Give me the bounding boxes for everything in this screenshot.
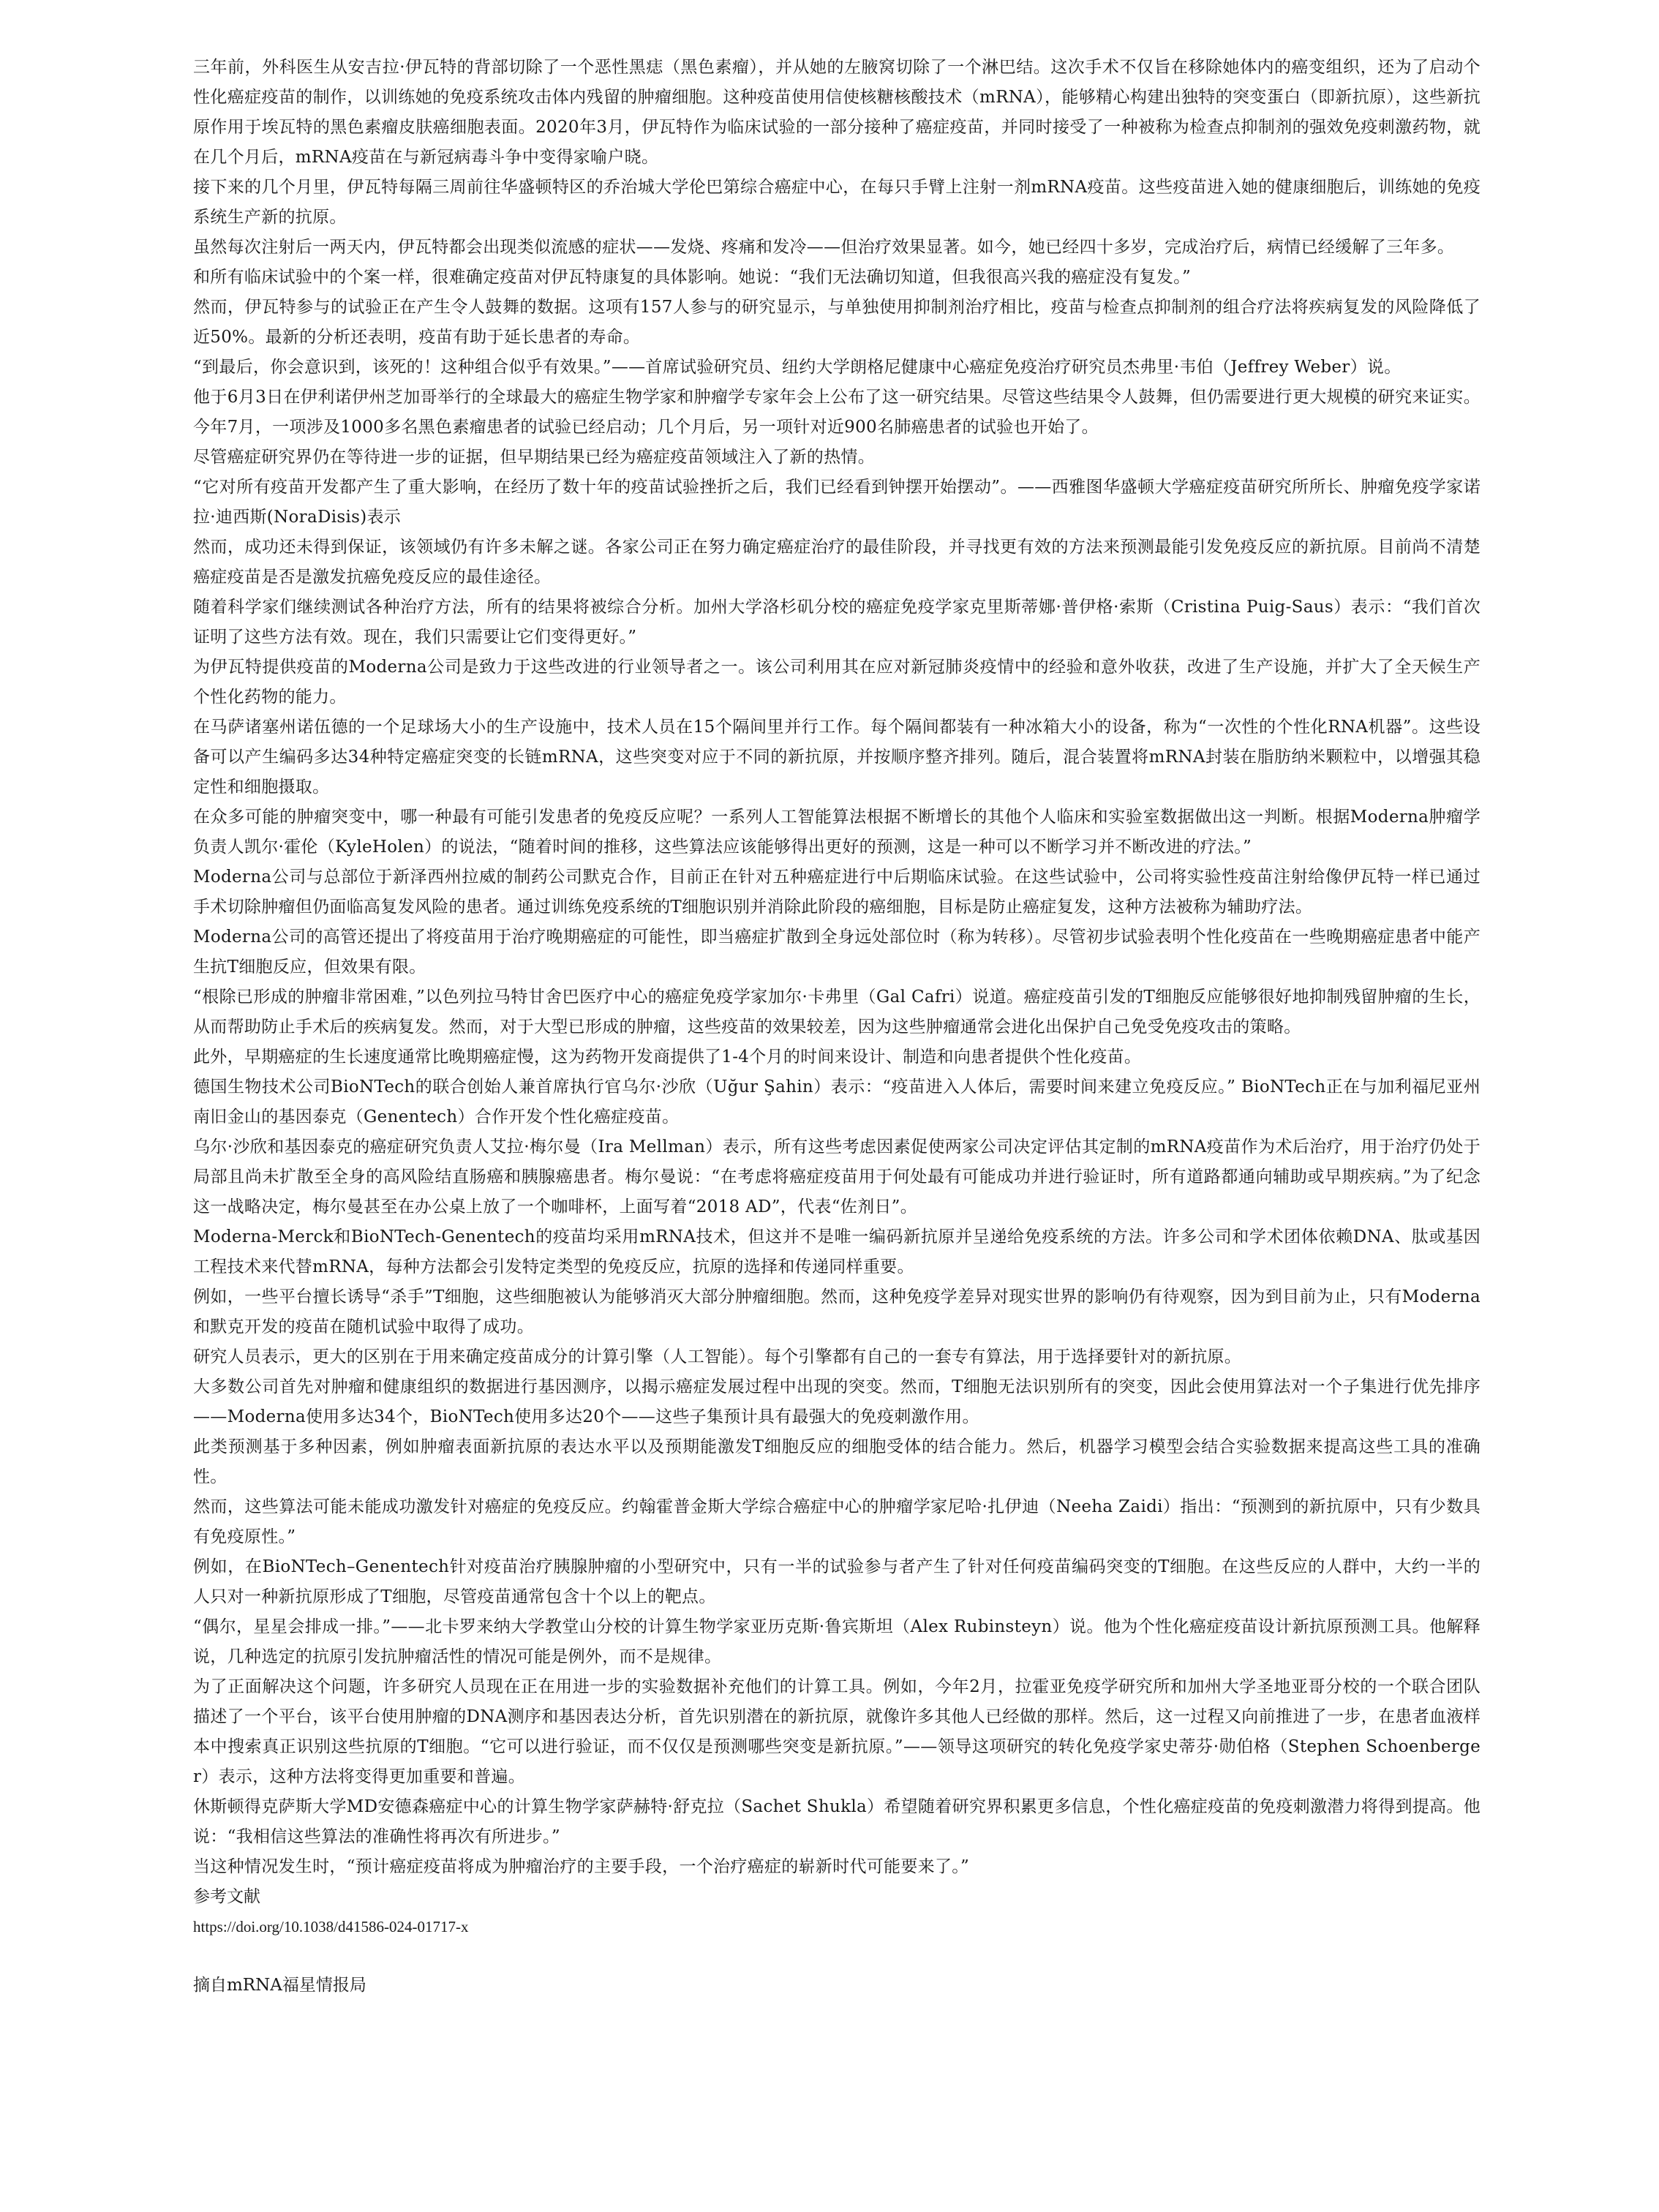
article-paragraph: 休斯顿得克萨斯大学MD安德森癌症中心的计算生物学家萨赫特·舒克拉（Sachet Shukla）希望随着研究界积累更多信息，个性化癌症疫苗的免疫刺激潜力将得到提高。他说：“我相信这些算法的准确性将再次有所进步。” — [193, 1797, 1481, 1846]
article-paragraph: 然而，伊瓦特参与的试验正在产生令人鼓舞的数据。这项有157人参与的研究显示，与单独使用抑制剂治疗相比，疫苗与检查点抑制剂的组合疗法将疾病复发的风险降低了近50%。最新的分析还表明，疫苗有助于延长患者的寿命。 — [193, 298, 1481, 347]
article-paragraph: 为伊瓦特提供疫苗的Moderna公司是致力于这些改进的行业领导者之一。该公司利用其在应对新冠肺炎疫情中的经验和意外收获，改进了生产设施，并扩大了全天候生产个性化药物的能力。 — [193, 658, 1481, 707]
article-paragraph: 研究人员表示，更大的区别在于用来确定疫苗成分的计算引擎（人工智能）。每个引擎都有自己的一套专有算法，用于选择要针对的新抗原。 — [193, 1347, 1242, 1366]
article-paragraph: 大多数公司首先对肿瘤和健康组织的数据进行基因测序，以揭示癌症发展过程中出现的突变。然而，T细胞无法识别所有的突变，因此会使用算法对一个子集进行优先排序——Moderna使用多达34个，BioNTech使用多达20个——这些子集预计具有最强大的免疫刺激作用。 — [193, 1377, 1481, 1426]
article-paragraph: “到最后，你会意识到，该死的！这种组合似乎有效果。”——首席试验研究员、纽约大学朗格尼健康中心癌症免疫治疗研究员杰弗里·韦伯（Jeffrey Weber）说。 — [193, 358, 1402, 377]
doi-link[interactable]: https://doi.org/10.1038/d41586-024-01717-x — [193, 1918, 469, 1936]
article-paragraph: 然而，成功还未得到保证，该领域仍有许多未解之谜。各家公司正在努力确定癌症治疗的最佳阶段，并寻找更有效的方法来预测最能引发免疫反应的新抗原。目前尚不清楚癌症疫苗是否是激发抗癌免疫反应的最佳途径。 — [193, 538, 1481, 587]
article-paragraph: 此类预测基于多种因素，例如肿瘤表面新抗原的表达水平以及预期能激发T细胞反应的细胞受体的结合能力。然后，机器学习模型会结合实验数据来提高这些工具的准确性。 — [193, 1437, 1481, 1486]
article-paragraph: Moderna公司的高管还提出了将疫苗用于治疗晚期癌症的可能性，即当癌症扩散到全身远处部位时（称为转移）。尽管初步试验表明个性化疫苗在一些晚期癌症患者中能产生抗T细胞反应，但效果有限。 — [193, 928, 1481, 977]
article-paragraph: 和所有临床试验中的个案一样，很难确定疫苗对伊瓦特康复的具体影响。她说：“我们无法确切知道，但我很高兴我的癌症没有复发。” — [193, 268, 1192, 287]
article-paragraph: 尽管癌症研究界仍在等待进一步的证据，但早期结果已经为癌症疫苗领域注入了新的热情。 — [193, 448, 875, 467]
article-paragraph: 在马萨诸塞州诺伍德的一个足球场大小的生产设施中，技术人员在15个隔间里并行工作。每个隔间都装有一种冰箱大小的设备，称为“一次性的个性化RNA机器”。这些设备可以产生编码多达34种特定癌症突变的长链mRNA，这些突变对应于不同的新抗原，并按顺序整齐排列。随后，混合装置将mRNA封装在脂肪纳米颗粒中，以增强其稳定性和细胞摄取。 — [193, 718, 1481, 797]
article-paragraph: Moderna公司与总部位于新泽西州拉威的制药公司默克合作，目前正在针对五种癌症进行中后期临床试验。在这些试验中，公司将实验性疫苗注射给像伊瓦特一样已通过手术切除肿瘤但仍面临高复发风险的患者。通过训练免疫系统的T细胞识别并消除此阶段的癌细胞，目标是防止癌症复发，这种方法被称为辅助疗法。 — [193, 868, 1481, 917]
article-paragraph: “它对所有疫苗开发都产生了重大影响，在经历了数十年的疫苗试验挫折之后，我们已经看到钟摆开始摆动”。——西雅图华盛顿大学癌症疫苗研究所所长、肿瘤免疫学家诺拉·迪西斯(NoraDisis)表示 — [193, 478, 1481, 527]
article-paragraph: 乌尔·沙欣和基因泰克的癌症研究负责人艾拉·梅尔曼（Ira Mellman）表示，所有这些考虑因素促使两家公司决定评估其定制的mRNA疫苗作为术后治疗，用于治疗仍处于局部且尚未扩散至全身的高风险结直肠癌和胰腺癌患者。梅尔曼说：“在考虑将癌症疫苗用于何处最有可能成功并进行验证时，所有道路都通向辅助或早期疾病。”为了纪念这一战略决定，梅尔曼甚至在办公桌上放了一个咖啡杯，上面写着“2018 AD”，代表“佐剂日”。 — [193, 1137, 1481, 1216]
article-paragraph: 为了正面解决这个问题，许多研究人员现在正在用进一步的实验数据补充他们的计算工具。例如，今年2月，拉霍亚免疫学研究所和加州大学圣地亚哥分校的一个联合团队描述了一个平台，该平台使用肿瘤的DNA测序和基因表达分析，首先识别潜在的新抗原，就像许多其他人已经做的那样。然后，这一过程又向前推进了一步，在患者血液样本中搜索真正识别这些抗原的T细胞。“它可以进行验证，而不仅仅是预测哪些突变是新抗原。”——领导这项研究的转化免疫学家史蒂芬·勋伯格（Stephen Schoenberger）表示，这种方法将变得更加重要和普遍。 — [193, 1677, 1481, 1786]
article-paragraph: 当这种情况发生时，“预计癌症疫苗将成为肿瘤治疗的主要手段，一个治疗癌症的崭新时代可能要来了。” — [193, 1857, 970, 1876]
article-body — [193, 53, 1481, 1882]
article-paragraph: 接下来的几个月里，伊瓦特每隔三周前往华盛顿特区的乔治城大学伦巴第综合癌症中心，在每只手臂上注射一剂mRNA疫苗。这些疫苗进入她的健康细胞后，训练她的免疫系统生产新的抗原。 — [193, 178, 1481, 227]
article-paragraph: “根除已形成的肿瘤非常困难，”以色列拉马特甘舍巴医疗中心的癌症免疫学家加尔·卡弗里（Gal Cafri）说道。癌症疫苗引发的T细胞反应能够很好地抑制残留肿瘤的生长，从而帮助防止手术后的疾病复发。然而，对于大型已形成的肿瘤，这些疫苗的效果较差，因为这些肿瘤通常会进化出保护自己免受免疫攻击的策略。 — [193, 988, 1481, 1037]
article-paragraph: 他于6月3日在伊利诺伊州芝加哥举行的全球最大的癌症生物学家和肿瘤学专家年会上公布了这一研究结果。尽管这些结果令人鼓舞，但仍需要进行更大规模的研究来证实。今年7月，一项涉及1000多名黑色素瘤患者的试验已经启动；几个月后，另一项针对近900名肺癌患者的试验也开始了。 — [193, 388, 1481, 437]
article-paragraph: 德国生物技术公司BioNTech的联合创始人兼首席执行官乌尔·沙欣（Uğur Şahin）表示：“疫苗进入人体后，需要时间来建立免疫反应。” BioNTech正在与加利福尼亚州南旧金山的基因泰克（Genentech）合作开发个性化癌症疫苗。 — [193, 1077, 1481, 1126]
article-paragraph: 在众多可能的肿瘤突变中，哪一种最有可能引发患者的免疫反应呢？一系列人工智能算法根据不断增长的其他个人临床和实验室数据做出这一判断。根据Moderna肿瘤学负责人凯尔·霍伦（KyleHolen）的说法，“随着时间的推移，这些算法应该能够得出更好的预测，这是一种可以不断学习并不断改进的疗法。” — [193, 808, 1481, 857]
article-paragraph: Moderna-Merck和BioNTech-Genentech的疫苗均采用mRNA技术，但这并不是唯一编码新抗原并呈递给免疫系统的方法。许多公司和学术团体依赖DNA、肽或基因工程技术来代替mRNA，每种方法都会引发特定类型的免疫反应，抗原的选择和传递同样重要。 — [193, 1227, 1481, 1276]
article-paragraph: 此外，早期癌症的生长速度通常比晚期癌症慢，这为药物开发商提供了1-4个月的时间来设计、制造和向患者提供个性化疫苗。 — [193, 1047, 1142, 1066]
article-paragraph: 随着科学家们继续测试各种治疗方法，所有的结果将被综合分析。加州大学洛杉矶分校的癌症免疫学家克里斯蒂娜·普伊格·索斯（Cristina Puig-Saus）表示：“我们首次证明了这些方法有效。现在，我们只需要让它们变得更好。” — [193, 598, 1481, 647]
article-page — [193, 53, 1481, 2001]
article-paragraph: 例如，在BioNTech–Genentech针对疫苗治疗胰腺肿瘤的小型研究中，只有一半的试验参与者产生了针对任何疫苗编码突变的T细胞。在这些反应的人群中，大约一半的人只对一种新抗原形成了T细胞，尽管疫苗通常包含十个以上的靶点。 — [193, 1557, 1481, 1606]
article-paragraph: 然而，这些算法可能未能成功激发针对癌症的免疫反应。约翰霍普金斯大学综合癌症中心的肿瘤学家尼哈·扎伊迪（Neeha Zaidi）指出：“预测到的新抗原中，只有少数具有免疫原性。” — [193, 1497, 1481, 1546]
source-credit: 摘自mRNA福星情报局 — [193, 1976, 366, 1995]
article-paragraph: “偶尔，星星会排成一排。”——北卡罗来纳大学教堂山分校的计算生物学家亚历克斯·鲁宾斯坦（Alex Rubinsteyn）说。他为个性化癌症疫苗设计新抗原预测工具。他解释说，几种选定的抗原引发抗肿瘤活性的情况可能是例外，而不是规律。 — [193, 1617, 1481, 1666]
article-paragraph: 三年前，外科医生从安吉拉·伊瓦特的背部切除了一个恶性黑痣（黑色素瘤），并从她的左腋窝切除了一个淋巴结。这次手术不仅旨在移除她体内的癌变组织，还为了启动个性化癌症疫苗的制作，以训练她的免疫系统攻击体内残留的肿瘤细胞。这种疫苗使用信使核糖核酸技术（mRNA），能够精心构建出独特的突变蛋白（即新抗原），这些新抗原作用于埃瓦特的黑色素瘤皮肤癌细胞表面。2020年3月，伊瓦特作为临床试验的一部分接种了癌症疫苗，并同时接受了一种被称为检查点抑制剂的强效免疫刺激药物，就在几个月后，mRNA疫苗在与新冠病毒斗争中变得家喻户晓。 — [193, 58, 1481, 167]
references-heading: 参考文献 — [193, 1887, 260, 1906]
spacer — [193, 1941, 1481, 1971]
article-paragraph: 例如，一些平台擅长诱导“杀手”T细胞，这些细胞被认为能够消灭大部分肿瘤细胞。然而，这种免疫学差异对现实世界的影响仍有待观察，因为到目前为止，只有Moderna和默克开发的疫苗在随机试验中取得了成功。 — [193, 1287, 1481, 1336]
article-paragraph: 虽然每次注射后一两天内，伊瓦特都会出现类似流感的症状——发烧、疼痛和发冷——但治疗效果显著。如今，她已经四十多岁，完成治疗后，病情已经缓解了三年多。 — [193, 238, 1455, 257]
